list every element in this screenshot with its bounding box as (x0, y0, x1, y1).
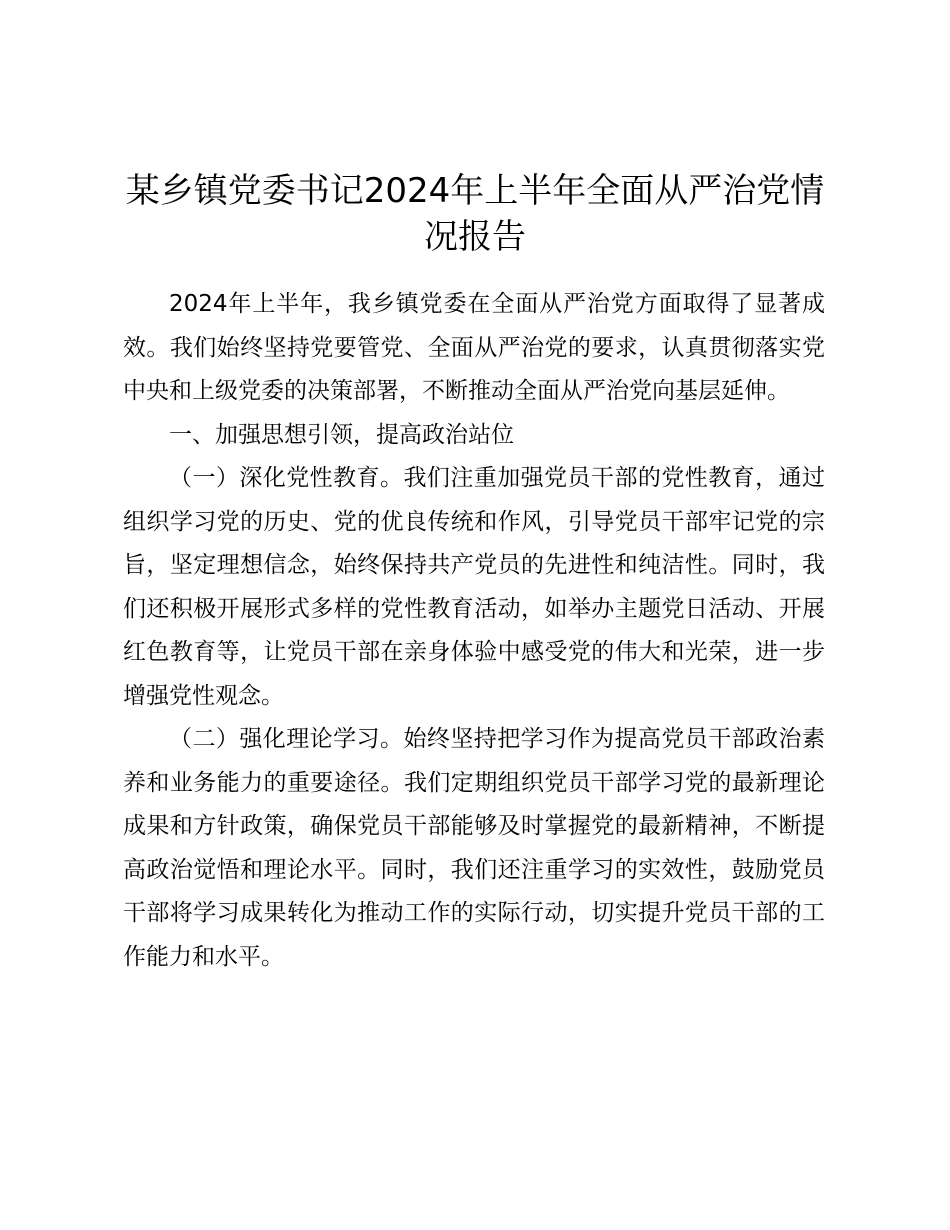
subsection-paragraph-2: （二）强化理论学习。始终坚持把学习作为提高党员干部政治素养和业务能力的重要途径。我们定期组织党员干部学习党的最新理论成果和方针政策，确保党员干部能够及时掌握党的最新精神，不断提高政治觉悟和理论水平。同时，我们还注重学习的实效性，鼓励党员干部将学习成果转化为推动工作的实际行动，切实提升党员干部的工作能力和水平。 (123, 726, 825, 970)
subsection-paragraph-1: （一）深化党性教育。我们注重加强党员干部的党性教育，通过组织学习党的历史、党的优良传统和作风，引导党员干部牢记党的宗旨，坚定理想信念，始终保持共产党员的先进性和纯洁性。同时，我们还积极开展形式多样的党性教育活动，如举办主题党日活动、开展红色教育等，让党员干部在亲身体验中感受党的伟大和光荣，进一步增强党性观念。 (123, 465, 825, 709)
document-title: 某乡镇党委书记2024年上半年全面从严治党情况报告 (125, 171, 825, 257)
section-heading-1: 一、加强思想引领，提高政治站位 (169, 421, 514, 448)
intro-paragraph: 2024年上半年，我乡镇党委在全面从严治党方面取得了显著成效。我们始终坚持党要管党、全面从严治党的要求，认真贯彻落实党中央和上级党委的决策部署，不断推动全面从严治党向基层延伸。 (123, 291, 825, 404)
document-body (123, 283, 825, 979)
